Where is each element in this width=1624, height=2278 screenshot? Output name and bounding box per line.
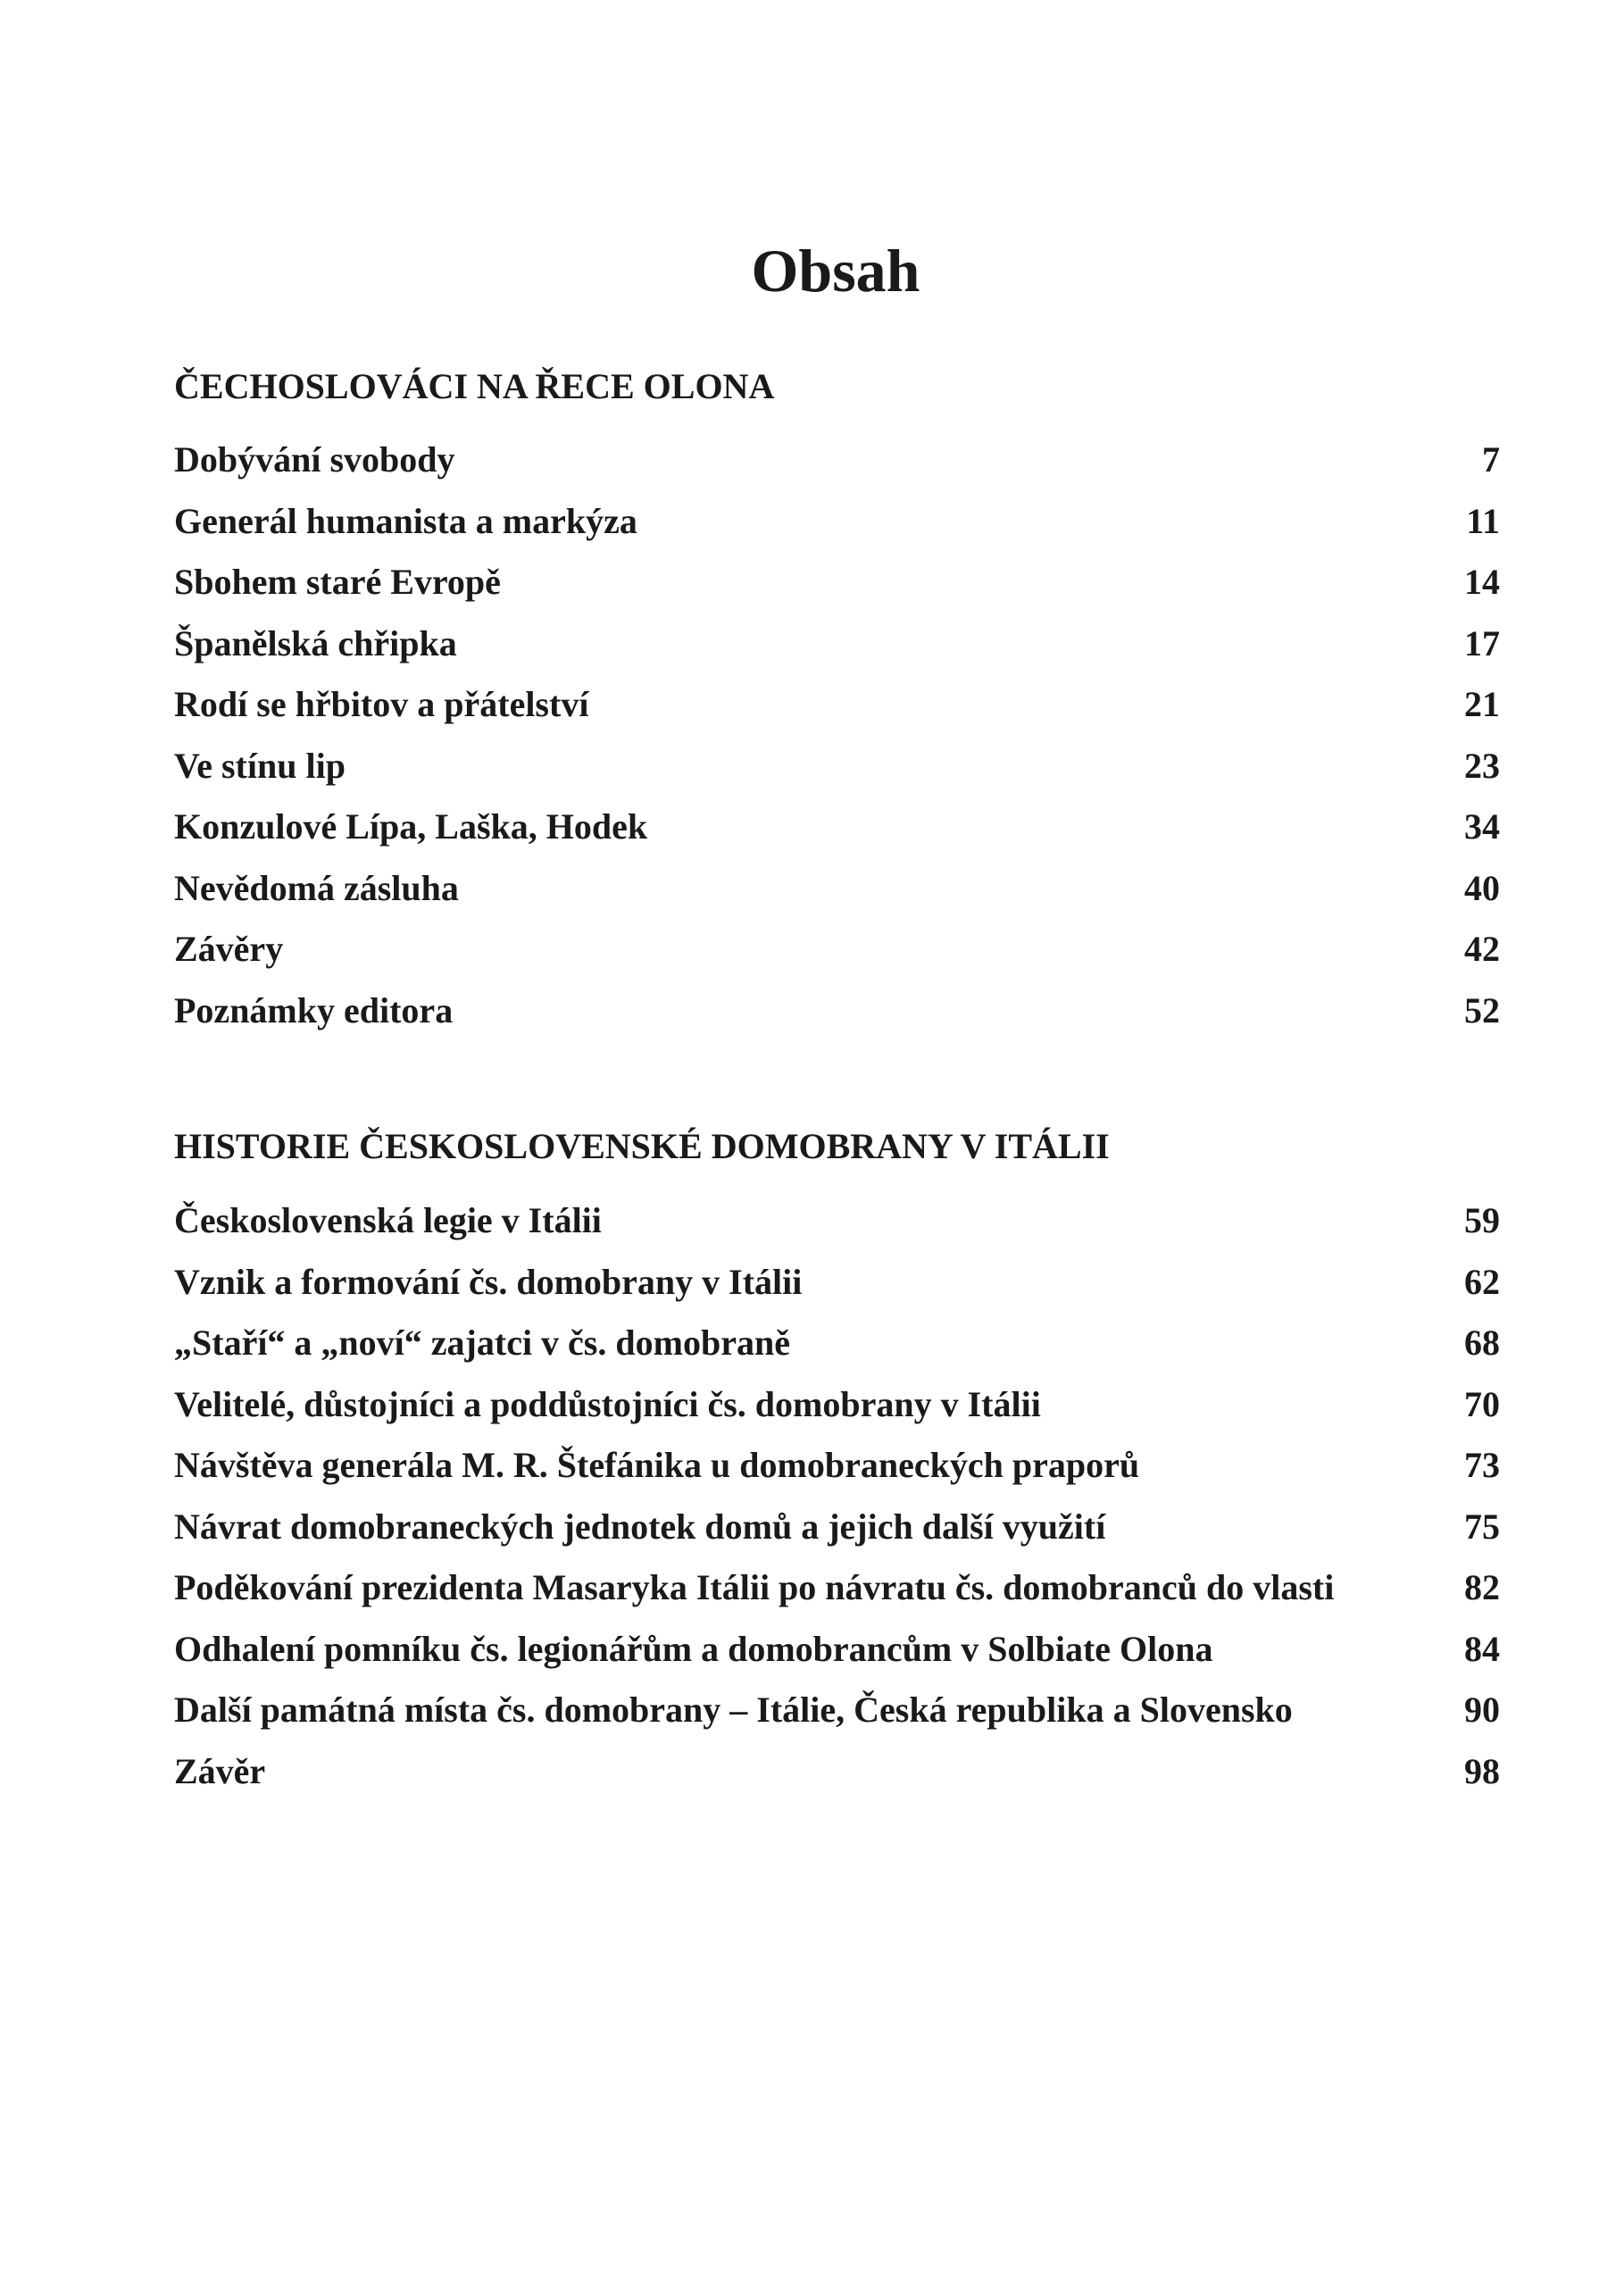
toc-entry-title: Nevědomá zásluha: [174, 867, 459, 908]
page-title: Obsah: [751, 237, 920, 305]
toc-entry-page: 90: [1464, 1690, 1500, 1730]
toc-entry-page: 82: [1464, 1567, 1500, 1607]
toc-entry[interactable]: [174, 1680, 1500, 1741]
toc-entry-page: 62: [1464, 1261, 1500, 1302]
toc-entry-title: Odhalení pomníku čs. legionářům a domobrancům v Solbiate Olona: [174, 1628, 1213, 1669]
toc-entry[interactable]: [174, 1374, 1500, 1436]
section-heading-1: ČECHOSLOVÁCI NA ŘECE OLONA: [174, 366, 775, 406]
toc-entry-page: 84: [1464, 1628, 1500, 1669]
toc-entry-page: 17: [1464, 622, 1500, 663]
toc-entry[interactable]: [174, 674, 1500, 736]
toc-entry-title: Československá legie v Itálii: [174, 1200, 602, 1240]
toc-entry[interactable]: [174, 1435, 1500, 1497]
toc-entry-title: Návrat domobraneckých jednotek domů a jejich další využití: [174, 1506, 1106, 1547]
toc-entry[interactable]: [174, 1557, 1500, 1619]
toc-entry-title: Poděkování prezidenta Masaryka Itálii po návratu čs. domobranců do vlasti: [174, 1567, 1335, 1607]
toc-entry-page: 75: [1464, 1506, 1500, 1547]
toc-entry[interactable]: [174, 1619, 1500, 1681]
toc-entry[interactable]: [174, 980, 1500, 1042]
toc-entry[interactable]: [174, 1497, 1500, 1558]
toc-entry-page: 11: [1466, 500, 1500, 541]
toc-entry[interactable]: [174, 797, 1500, 858]
toc-entry-page: 68: [1464, 1323, 1500, 1363]
toc-entry-title: Závěry: [174, 929, 284, 969]
toc-entry[interactable]: [174, 736, 1500, 797]
toc-entry-title: Velitelé, důstojníci a poddůstojníci čs. domobrany v Itálii: [174, 1383, 1041, 1424]
toc-entry[interactable]: [174, 491, 1500, 553]
toc-entry-page: 70: [1464, 1383, 1500, 1424]
toc-entry-page: 42: [1464, 929, 1500, 969]
toc-entry[interactable]: [174, 1313, 1500, 1374]
toc-entry-page: 98: [1464, 1750, 1500, 1791]
toc-entry-title: Dobývání svobody: [174, 439, 455, 480]
toc-entry-page: 40: [1464, 867, 1500, 908]
toc-entry-page: 59: [1464, 1200, 1500, 1240]
toc-entry[interactable]: [174, 552, 1500, 613]
toc-entry[interactable]: [174, 1741, 1500, 1803]
toc-entry-title: Poznámky editora: [174, 989, 454, 1031]
toc-entry[interactable]: [174, 919, 1500, 980]
toc-entry-title: „Staří“ a „noví“ zajatci v čs. domobraně: [174, 1323, 790, 1363]
toc-entry-title: Závěr: [174, 1750, 266, 1791]
toc-entry-page: 52: [1464, 989, 1500, 1031]
toc-entry-title: Vznik a formování čs. domobrany v Itálii: [174, 1261, 803, 1302]
toc-entry[interactable]: [174, 1190, 1500, 1252]
toc-list-section-1: [174, 430, 1500, 1041]
toc-entry-title: Sbohem staré Evropě: [174, 562, 501, 602]
toc-entry-title: Ve stínu lip: [174, 745, 346, 786]
toc-entry-title: Další památná místa čs. domobrany – Itálie, Česká republika a Slovensko: [174, 1690, 1293, 1730]
toc-entry-title: Konzulové Lípa, Laška, Hodek: [174, 806, 648, 847]
toc-list-section-2: [174, 1190, 1500, 1802]
toc-entry-page: 14: [1464, 562, 1500, 602]
toc-entry-title: Návštěva generála M. R. Štefánika u domobraneckých praporů: [174, 1445, 1140, 1485]
toc-entry-title: Generál humanista a markýza: [174, 500, 637, 541]
toc-entry[interactable]: [174, 613, 1500, 675]
section-heading-2: HISTORIE ČESKOSLOVENSKÉ DOMOBRANY V ITÁLII: [174, 1126, 1110, 1166]
toc-entry[interactable]: [174, 1252, 1500, 1314]
toc-entry-title: Španělská chřipka: [174, 622, 457, 663]
toc-entry-page: 7: [1482, 439, 1500, 480]
toc-entry[interactable]: [174, 430, 1500, 491]
toc-entry-page: 23: [1464, 745, 1500, 786]
toc-entry-page: 73: [1464, 1445, 1500, 1485]
toc-entry-page: 21: [1464, 684, 1500, 724]
toc-entry-page: 34: [1464, 806, 1500, 847]
toc-entry[interactable]: [174, 858, 1500, 920]
toc-entry-title: Rodí se hřbitov a přátelství: [174, 684, 589, 724]
